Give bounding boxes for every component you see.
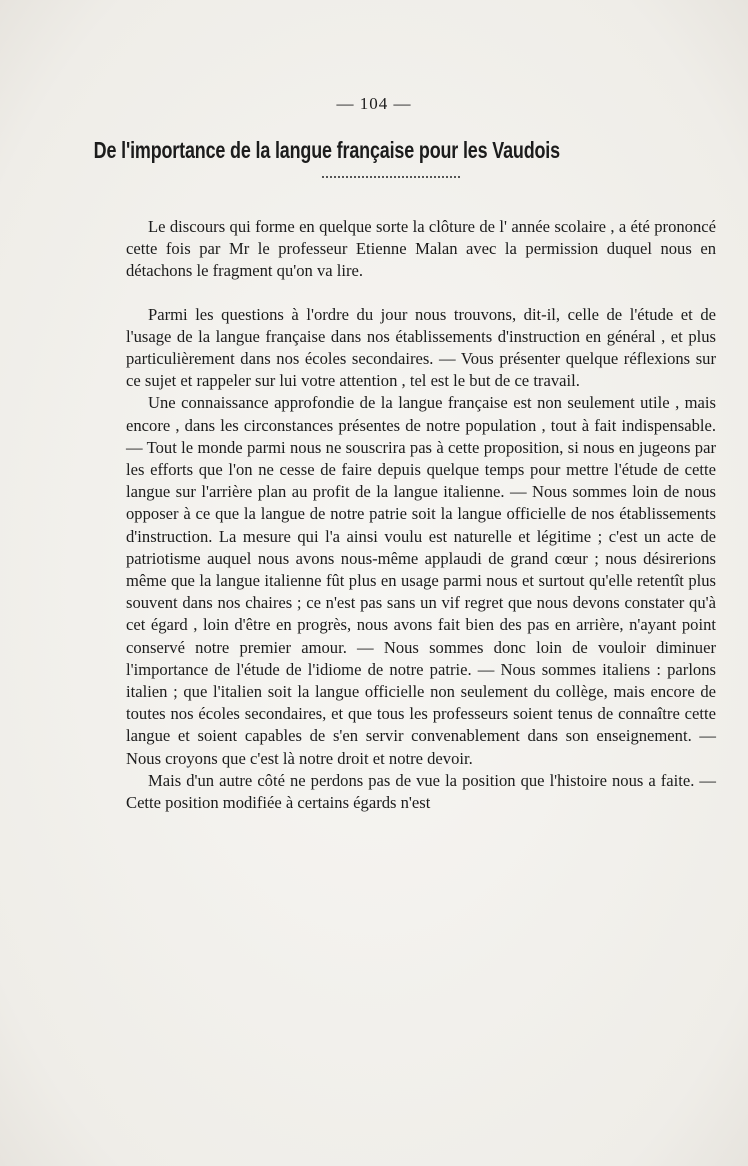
paragraph-speech-opening: Parmi les questions à l'ordre du jour nous trouvons, dit-il, celle de l'étude et de l'usage de la langue française dans nos établissements d'instruction en général , et plus particulièrement dans nos écoles secondaires. — Vous présenter quelque réflexions sur ce sujet et rappeler sur lui votre attention , tel est le but de ce travail. — [126, 304, 716, 391]
title-ornament-divider — [322, 176, 460, 182]
article-body — [126, 216, 716, 814]
page-number: — 104 — — [336, 94, 412, 113]
paragraph-intro: Le discours qui forme en quelque sorte la clôture de l' année scolaire , a été prononcé cette fois par Mr le professeur Etienne Malan avec la permission duquel nous en détachons le fragment qu'on va lire. — [126, 217, 716, 281]
article-title: De l'importance de la langue française pour les Vaudois — [93, 137, 560, 163]
paragraph-continuation: Mais d'un autre côté ne perdons pas de vue la position que l'histoire nous a faite. — Cette position modifiée à certains égards n'est — [126, 770, 716, 813]
paragraph-gap — [126, 283, 716, 304]
paragraph-main-argument: Une connaissance approfondie de la langue française est non seulement utile , mais encore , dans les circonstances présentes de notre population , tout à fait indispensable. — Tout le monde parmi nous ne souscrira pas à cette proposition, si nous en jugeons par les efforts que l'on ne cesse de faire depuis quelque temps pour mettre l'étude de cette langue sur l'arrière plan au profit de la langue italienne. — Nous sommes loin de nous opposer à ce que la langue de notre patrie soit la langue officielle de nos établissements d'instruction. La mesure qui l'a ainsi voulu est naturelle et légitime ; c'est un acte de patriotisme auquel nous avons nous-même applaudi de grand cœur ; nous désirerions même que la langue italienne fût plus en usage parmi nous et surtout qu'elle retentît plus souvent dans nos chaires ; ce n'est pas sans un vif regret que nous devons constater qu'à cet égard , loin d'être en progrès, nous avons fait bien des pas en arrière, n'ayant point conservé notre premier amour. — Nous sommes donc loin de vouloir diminuer l'importance de l'étude de l'idiome de notre patrie. — Nous sommes italiens : parlons italien ; que l'italien soit la langue officielle non seulement du collège, mais encore de toutes nos écoles secondaires, et que tous les professeurs soient tenus de connaître cette langue et soient capables de s'en servir convenablement dans son enseignement. — Nous croyons que c'est là notre droit et notre devoir. — [126, 393, 716, 768]
